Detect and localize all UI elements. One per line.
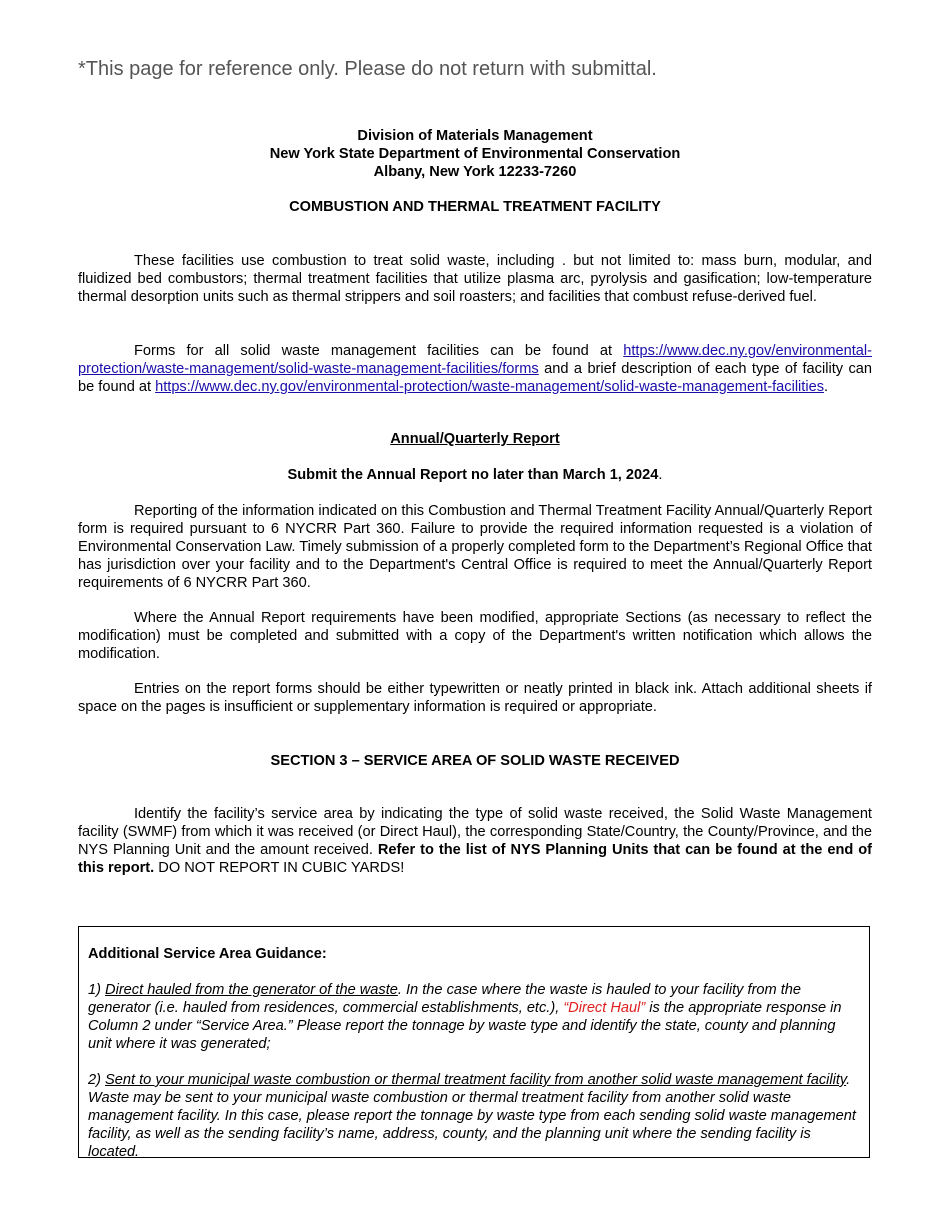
- division-name: Division of Materials Management: [357, 128, 593, 144]
- department-address: Albany, New York 12233-7260: [373, 164, 577, 180]
- report-paragraph-1: Reporting of the information indicated on this Combustion and Thermal Treatment Facility Annual/Quarterly Report form is required pursuant to 6 NYCRR Part 360. Failure to provide the required information requested is a violation of Environmental Conservation Law. Timely submission of a properly completed form to the Department’s Regional Office that has jurisdiction over your facility and to the Department's Central Office is required to meet the Annual/Quarterly Report requirements of 6 NYCRR Part 360.: [78, 503, 872, 591]
- guidance-title: Additional Service Area Guidance:: [88, 946, 327, 962]
- report-heading: Annual/Quarterly Report: [390, 431, 560, 447]
- guidance-item-direct-haul: [88, 981, 862, 1053]
- intro-paragraph-2: [78, 342, 872, 396]
- reference-only-note: *This page for reference only. Please do not return with submittal.: [78, 58, 657, 80]
- guidance-item-2-text: . Waste may be sent to your municipal waste combustion or thermal treatment facility from another solid waste management facility. In this case, please report the tonnage by waste type from each sending solid waste management facility, as well as the sending facility’s name, address, county, and the planning unit where the sending facility is located.: [88, 1072, 856, 1160]
- planning-units-note: Refer to the list of NYS Planning Units that can be found at the end of this report.: [78, 842, 873, 876]
- deadline-period: .: [658, 467, 663, 483]
- deadline-text: Submit the Annual Report no later than March 1, 2024: [287, 467, 659, 483]
- report-paragraph-2: Where the Annual Report requirements have been modified, appropriate Sections (as necessary to reflect the modification) must be completed and submitted with a copy of the Department's written notification which allows the modification.: [78, 610, 872, 662]
- guidance-item-1-text-b: is the appropriate response in Column 2 under “Service Area.” Please report the tonnage by waste type and identify the state, county and planning unit where it was generated;: [88, 1000, 842, 1052]
- guidance-item-1-heading: Direct hauled from the generator of the waste: [105, 982, 398, 998]
- guidance-item-2-heading: Sent to your municipal waste combustion or thermal treatment facility from another solid waste management facility: [105, 1072, 847, 1088]
- direct-haul-term: “Direct Haul”: [563, 1000, 646, 1016]
- intro-forms-text: Forms for all solid waste management facilities can be found at: [134, 343, 624, 359]
- report-paragraph-3: Entries on the report forms should be either typewritten or neatly printed in black ink. Attach additional sheets if space on the pages is insufficient or supplementary information is required or appropriate.: [78, 681, 872, 715]
- document-header: [78, 127, 872, 181]
- section-3-text: Identify the facility’s service area by indicating the type of solid waste received, the Solid Waste Management facility (SWMF) from which it was received (or Direct Haul), the corresponding State/Country, the County/Province, and the NYS Planning Unit and the amount received.: [78, 806, 872, 858]
- guidance-item-transfer: [88, 1071, 862, 1161]
- document-title: COMBUSTION AND THERMAL TREATMENT FACILITY: [289, 199, 661, 215]
- department-name: New York State Department of Environmental Conservation: [269, 146, 681, 162]
- intro-description-text: and a brief description of each type of facility can be found at: [78, 361, 872, 395]
- intro-period: .: [824, 379, 829, 395]
- submission-deadline: [78, 466, 872, 484]
- guidance-item-1-text-a: . In the case where the waste is hauled to your facility from the generator (i.e. hauled from residences, commercial establishments, etc.),: [88, 982, 802, 1016]
- no-cubic-yards-warning: DO NOT REPORT IN CUBIC YARDS!: [154, 860, 405, 876]
- guidance-box: [78, 926, 870, 1158]
- guidance-item-2-number: 2): [88, 1072, 106, 1088]
- guidance-item-1-number: 1): [88, 982, 106, 998]
- section-3-paragraph: [78, 805, 872, 877]
- section-3-heading: SECTION 3 – SERVICE AREA OF SOLID WASTE RECEIVED: [270, 753, 680, 769]
- facilities-link[interactable]: https://www.dec.ny.gov/environmental-protection/waste-management/solid-waste-management-facilities: [155, 379, 825, 395]
- forms-link[interactable]: https://www.dec.ny.gov/environmental-protection/waste-management/solid-waste-management-facilities/forms: [78, 343, 872, 377]
- intro-paragraph-1: These facilities use combustion to treat solid waste, including . but not limited to: mass burn, modular, and fluidized bed combustors; thermal treatment facilities that utilize plasma arc, pyrolysis and gasification; low-temperature thermal desorption units such as thermal strippers and soil roasters; and facilities that combust refuse-derived fuel.: [78, 253, 872, 305]
